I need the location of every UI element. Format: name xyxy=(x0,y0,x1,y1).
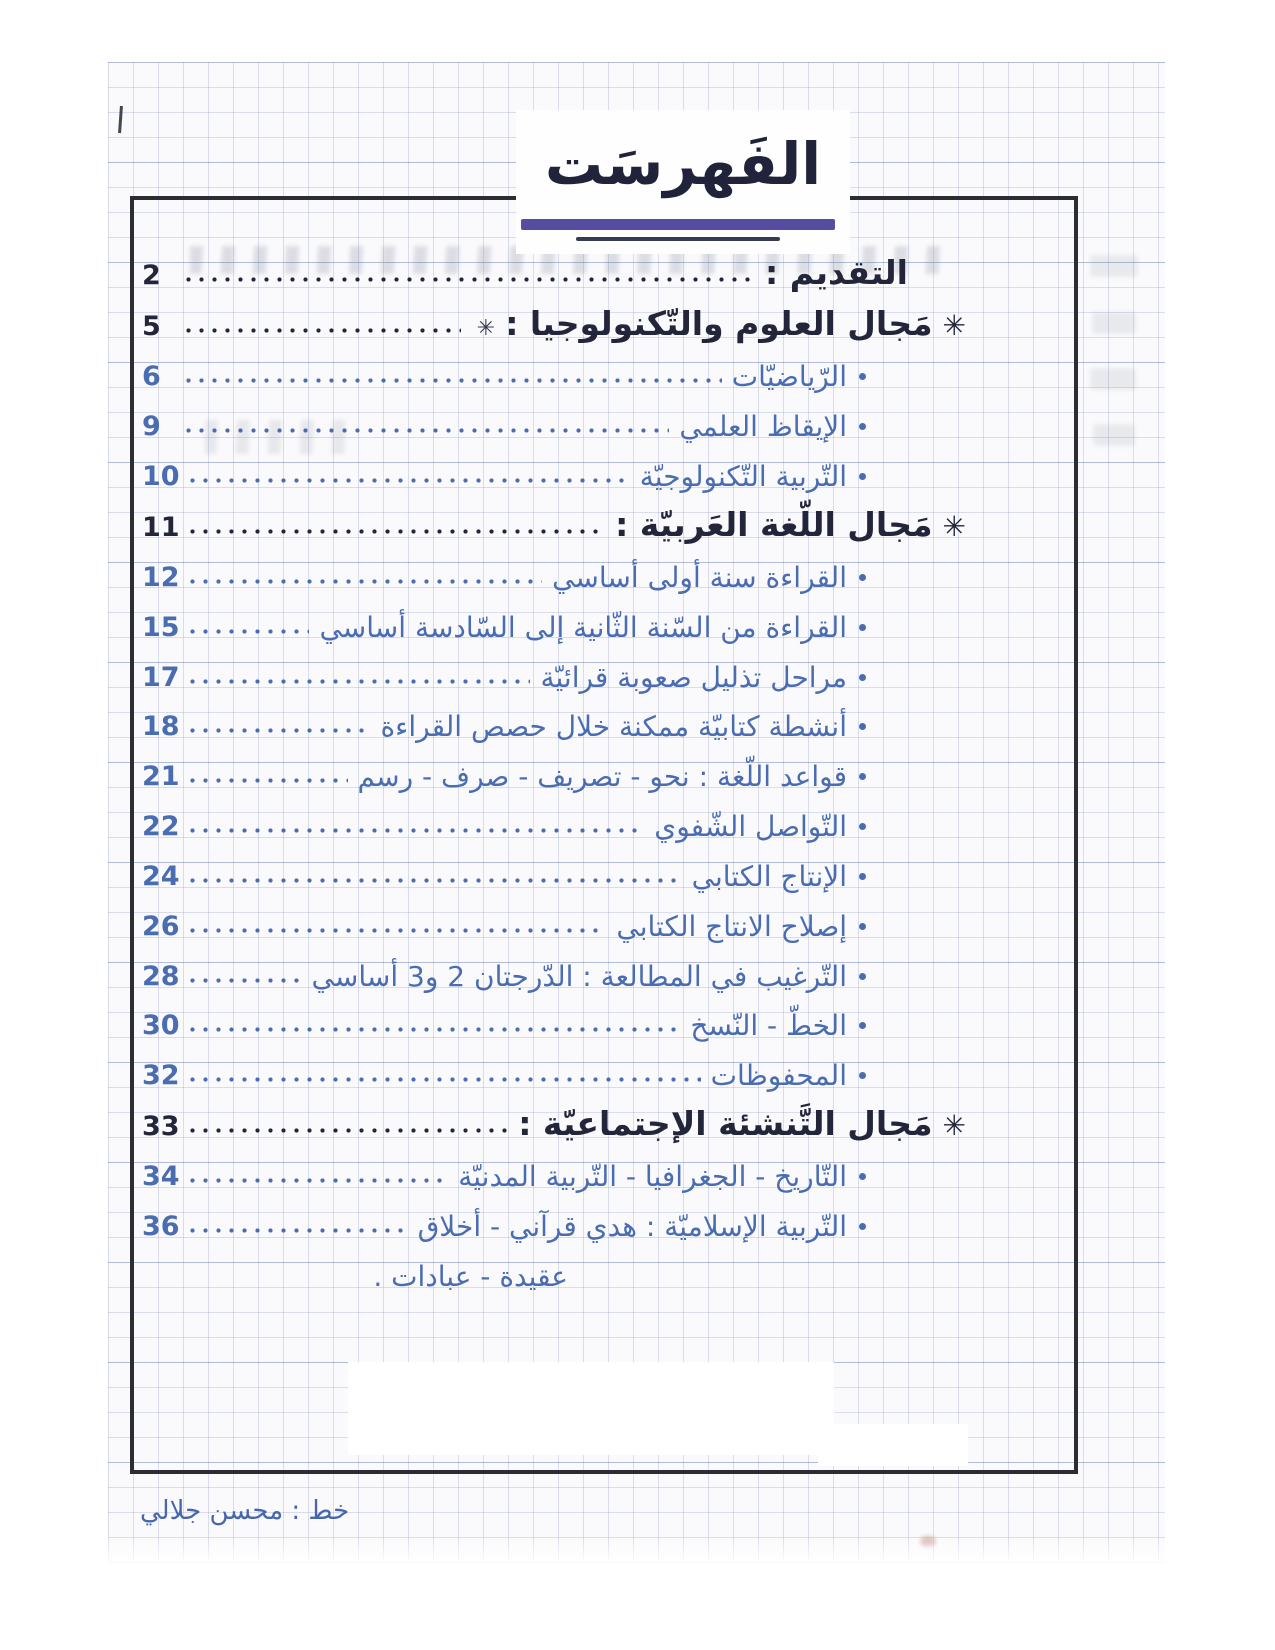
toc-entry xyxy=(142,655,966,695)
toc-entry xyxy=(142,1003,966,1043)
toc-entry xyxy=(142,1204,966,1244)
section-star-icon: ✳ xyxy=(476,316,496,342)
page-number: 17 xyxy=(142,661,180,693)
page-number: 6 xyxy=(142,361,161,393)
whiteout-patch xyxy=(348,1362,834,1455)
toc-entry-label: قواعد اللّغة : نحو - تصريف - صرف - رسم xyxy=(357,760,847,794)
toc-entry xyxy=(142,454,966,494)
item-bullet-icon xyxy=(859,624,866,631)
item-bullet-icon xyxy=(859,973,866,980)
item-bullet-icon xyxy=(859,1223,866,1230)
toc-entry xyxy=(142,1053,966,1093)
page-number: 36 xyxy=(142,1211,180,1243)
toc-entry-label: التّرغيب في المطالعة : الدّرجتان 2 و3 أساسي xyxy=(311,959,847,993)
dotted-leader xyxy=(186,977,302,984)
toc-entry xyxy=(142,404,966,444)
item-bullet-icon xyxy=(859,373,866,380)
page-number: 32 xyxy=(142,1060,180,1092)
page-number: 10 xyxy=(142,460,180,492)
whiteout-patch xyxy=(818,1424,968,1466)
item-bullet-icon xyxy=(859,674,866,681)
section-star-icon: ✳ xyxy=(942,309,966,343)
page-number: 15 xyxy=(142,611,180,643)
section-star-icon: ✳ xyxy=(942,509,966,543)
toc-entry-label: التّاريخ - الجغرافيا - التّربية المدنيّة xyxy=(458,1160,847,1194)
item-bullet-icon xyxy=(859,823,866,830)
toc-entry xyxy=(142,1103,966,1144)
toc-entry xyxy=(142,1254,966,1294)
dotted-leader xyxy=(186,877,682,884)
toc-entry-label: المحفوظات xyxy=(710,1059,847,1093)
toc-entry-label: التّربية التّكنولوجيّة xyxy=(639,459,847,493)
dotted-leader xyxy=(186,1026,681,1033)
page-number: 24 xyxy=(142,860,180,892)
dotted-leader xyxy=(186,1127,509,1134)
page-number: 30 xyxy=(142,1010,180,1042)
item-bullet-icon xyxy=(859,1173,866,1180)
dotted-leader xyxy=(186,628,310,635)
toc-list xyxy=(142,252,966,1294)
page-number: 28 xyxy=(142,960,180,992)
page-number: 22 xyxy=(142,811,180,843)
toc-entry-label: أنشطة كتابيّة ممكنة خلال حصص القراءة xyxy=(380,710,847,744)
ink-bleed-ghosting xyxy=(1092,312,1136,334)
toc-entry xyxy=(142,1154,966,1194)
toc-entry xyxy=(142,354,966,394)
scan-edge-fade xyxy=(108,1536,1165,1570)
toc-entry-label: الرّياضيّات xyxy=(731,360,847,394)
dotted-leader xyxy=(186,777,348,784)
toc-entry-label: الخطّ - النّسخ xyxy=(690,1009,847,1043)
toc-entry-label: إصلاح الانتاج الكتابي xyxy=(616,909,847,943)
dotted-leader xyxy=(182,327,461,334)
ink-bleed-ghosting xyxy=(1093,424,1135,446)
section-star-icon: ✳ xyxy=(942,1109,966,1143)
dotted-leader xyxy=(186,678,531,685)
toc-entry xyxy=(142,303,966,344)
toc-entry-label: الإيقاظ العلمي xyxy=(679,410,847,444)
dotted-leader xyxy=(186,1076,701,1083)
toc-entry xyxy=(142,804,966,844)
toc-entry-label: مَجال اللّغة العَربيّة : xyxy=(615,504,933,544)
dotted-leader xyxy=(186,927,607,934)
page-number: 5 xyxy=(142,311,161,343)
dotted-leader xyxy=(186,1227,408,1234)
toc-entry-label: مراحل تذليل صعوبة قرائيّة xyxy=(540,660,847,694)
dotted-leader xyxy=(182,427,669,434)
page-number: 18 xyxy=(142,711,180,743)
dotted-leader xyxy=(186,578,543,585)
dotted-leader xyxy=(186,827,645,834)
page-number: 34 xyxy=(142,1161,180,1193)
item-bullet-icon xyxy=(859,873,866,880)
dotted-leader xyxy=(186,727,371,734)
dotted-leader xyxy=(186,1177,449,1184)
toc-entry xyxy=(142,854,966,894)
dotted-leader xyxy=(186,477,630,484)
dotted-leader xyxy=(182,276,755,283)
item-bullet-icon xyxy=(859,923,866,930)
toc-entry-label: التّواصل الشّفوي xyxy=(654,810,847,844)
item-bullet-icon xyxy=(859,773,866,780)
toc-entry-label: مَجال التَّنشئة الإجتماعيّة : xyxy=(518,1104,933,1144)
item-bullet-icon xyxy=(859,423,866,430)
document-title: الفَهرسَت xyxy=(544,130,822,198)
page-number: 21 xyxy=(142,761,180,793)
page-number: 12 xyxy=(142,561,180,593)
item-bullet-icon xyxy=(859,1072,866,1079)
dotted-leader xyxy=(182,377,722,384)
item-bullet-icon xyxy=(859,473,866,480)
toc-entry xyxy=(142,954,966,994)
toc-entry-label: عقيدة - عبادات . xyxy=(373,1259,568,1293)
page-number: 9 xyxy=(142,411,161,443)
page-number: 11 xyxy=(142,511,180,543)
calligrapher-credit: خط : محسن جلالي xyxy=(140,1496,350,1526)
toc-entry-label: القراءة من السّنة الثّانية إلى السّادسة أساسي xyxy=(319,610,847,644)
toc-entry xyxy=(142,754,966,794)
toc-entry-label: الإنتاج الكتابي xyxy=(691,859,847,893)
toc-entry xyxy=(142,605,966,645)
ink-bleed-ghosting xyxy=(1090,255,1138,277)
title-underline-secondary xyxy=(576,237,780,241)
toc-entry-label: التقديم : xyxy=(765,253,908,292)
page-number: 33 xyxy=(142,1111,180,1143)
toc-entry-label: مَجال العلوم والتّكنولوجيا : xyxy=(505,304,933,344)
toc-entry-label: القراءة سنة أولى أساسي xyxy=(552,560,847,594)
dotted-leader xyxy=(186,528,606,535)
toc-entry xyxy=(142,252,966,293)
item-bullet-icon xyxy=(859,574,866,581)
toc-entry xyxy=(142,555,966,595)
ink-bleed-ghosting xyxy=(1090,368,1136,390)
toc-entry xyxy=(142,904,966,944)
item-bullet-icon xyxy=(859,723,866,730)
toc-entry xyxy=(142,504,966,545)
toc-entry xyxy=(142,704,966,744)
toc-entry-label: التّربية الإسلاميّة : هدي قرآني - أخلاق xyxy=(417,1210,847,1244)
title-underline xyxy=(521,219,835,230)
page-number: 2 xyxy=(142,260,161,292)
page-number: 26 xyxy=(142,910,180,942)
item-bullet-icon xyxy=(859,1022,866,1029)
